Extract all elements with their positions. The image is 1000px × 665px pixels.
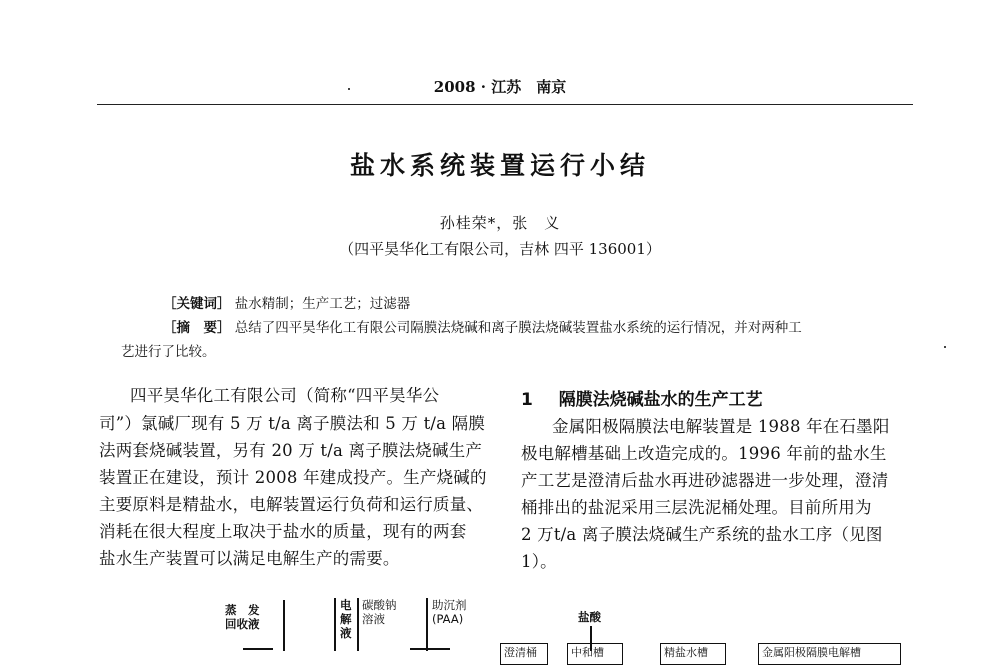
keywords-row <box>163 292 410 312</box>
left-paragraph-line: 司”）氯碱厂现有 5 万 t/a 离子膜法和 5 万 t/a 隔膜 <box>99 414 486 433</box>
right-paragraph-line: 2 万t/a 离子膜法烧碱生产系统的盐水工序（见图 <box>521 525 883 544</box>
right-paragraph-line: 产工艺是澄清后盐水再进砂滤器进一步处理，澄清 <box>521 471 889 490</box>
left-paragraph-line: 主要原料是精盐水，电解装置运行负荷和运行质量、 <box>99 495 484 514</box>
left-paragraph-line: 消耗在很大程度上取决于盐水的质量，现有的两套 <box>99 522 467 541</box>
abstract-line-1: 总结了四平昊华化工有限公司隔膜法烧碱和离子膜法烧碱装置盐水系统的运行情况，并对两种工 <box>234 320 802 336</box>
keywords-text: 盐水精制；生产工艺；过滤器 <box>234 296 411 312</box>
feed-line-evaporation <box>283 600 285 651</box>
feed-line-electrolyte <box>334 598 336 651</box>
abstract-label: ［摘 要］ <box>163 320 231 336</box>
running-header: 2008 · 江苏 南京 <box>433 78 567 96</box>
article-authors: 孙桂荣*，张 义 <box>439 214 561 232</box>
feed-line-soda <box>357 598 359 651</box>
section-number: 1 <box>521 390 533 410</box>
right-paragraph-line: 金属阳极隔膜法电解装置是 1988 年在石墨阳 <box>552 417 890 436</box>
process-box-brine-tank: 精盐水槽 <box>660 643 726 665</box>
flow-line <box>410 648 450 650</box>
section-title: 隔膜法烧碱盐水的生产工艺 <box>558 390 763 410</box>
process-box-electrolyzer: 金属阳极隔膜电解槽 <box>758 643 901 665</box>
header-rule <box>97 104 913 105</box>
abstract-row <box>163 316 802 336</box>
right-paragraph-line: 桶排出的盐泥采用三层洗泥桶处理。目前所用为 <box>521 498 872 517</box>
figure-label-electrolyte: 电 解 液 <box>340 598 352 640</box>
article-affiliation: （四平昊华化工有限公司，吉林 四平 136001） <box>339 240 661 258</box>
figure-label-coagulant: 助沉剂 (PAA) <box>432 598 467 626</box>
article-title: 盐水系统装置运行小结 <box>349 151 650 180</box>
left-paragraph-line: 盐水生产装置可以满足电解生产的需要。 <box>99 549 400 568</box>
figure-label-soda-ash: 碳酸钠 溶液 <box>362 598 397 626</box>
process-box-neutralizer: 中和槽 <box>567 643 623 665</box>
left-paragraph-line: 四平昊华化工有限公司（简称“四平昊华公 <box>130 386 440 405</box>
process-box-clarifier: 澄清桶 <box>500 643 548 665</box>
feed-line-coagulant <box>426 598 428 651</box>
keywords-label: ［关键词］ <box>163 296 231 312</box>
scan-speck <box>944 346 946 348</box>
right-paragraph-line: 1）。 <box>521 552 557 571</box>
scan-speck <box>348 88 350 90</box>
section-heading <box>521 385 763 410</box>
figure-label-acid: 盐酸 <box>578 610 601 624</box>
left-paragraph-line: 法两套烧碱装置，另有 20 万 t/a 离子膜法烧碱生产 <box>99 441 483 460</box>
abstract-line-2: 艺进行了比较。 <box>121 344 216 360</box>
flow-line <box>243 648 273 650</box>
left-paragraph-line: 装置正在建设，预计 2008 年建成投产。生产烧碱的 <box>99 468 487 487</box>
right-paragraph-line: 极电解槽基础上改造完成的。1996 年前的盐水生 <box>521 444 887 463</box>
figure-label-evaporation: 蒸 发 回收液 <box>225 603 260 631</box>
